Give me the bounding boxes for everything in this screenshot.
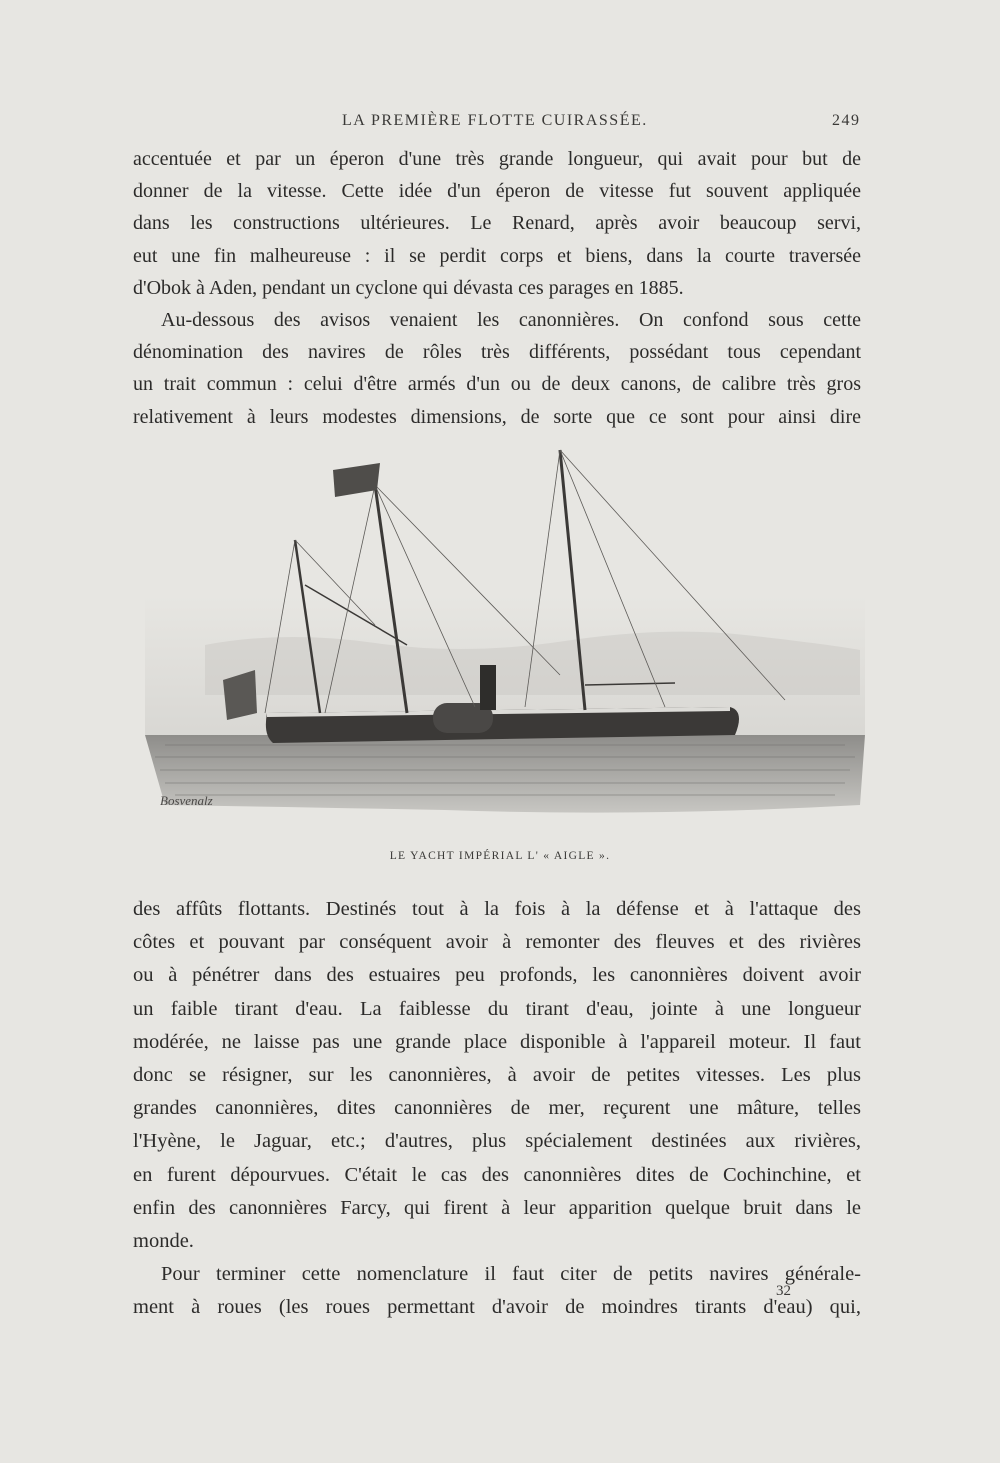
ship-illustration (145, 445, 865, 835)
text-line: enfin des canonnières Farcy, qui firent à leur apparition quelque bruit dans le (133, 1196, 861, 1219)
page-number: 249 (832, 112, 861, 129)
lower-paragraphs (133, 893, 861, 1324)
text-line: dénomination des navires de rôles très différents, possédant tous cependant (133, 341, 861, 364)
text-line: donc se résigner, sur les canonnières, à avoir de petites vitesses. Les plus (133, 1063, 861, 1086)
text-line: Au-dessous des avisos venaient les canonnières. On confond sous cette (161, 308, 861, 331)
signature-mark: 32 (776, 1283, 791, 1299)
text-line: ou à pénétrer dans des estuaires peu profonds, les canonnières doivent avoir (133, 964, 861, 987)
figure-caption: LE YACHT IMPÉRIAL L' « AIGLE ». (389, 850, 611, 862)
text-line: en furent dépourvues. C'était le cas des canonnières dites de Cochinchine, et (133, 1163, 861, 1186)
text-line: côtes et pouvant par conséquent avoir à remonter des fleuves et des rivières (133, 931, 861, 954)
text-line: des affûts flottants. Destinés tout à la fois à la défense et à l'attaque des (133, 898, 861, 920)
text-line: un trait commun : celui d'être armés d'un ou de deux canons, de calibre très gros (133, 373, 861, 396)
text-line: donner de la vitesse. Cette idée d'un éperon de vitesse fut souvent appliquée (133, 180, 861, 203)
running-title: LA PREMIÈRE FLOTTE CUIRASSÉE. (342, 112, 648, 129)
text-line: eut une fin malheureuse : il se perdit corps et biens, dans la courte traversée (133, 244, 861, 267)
text-line: dans les constructions ultérieures. Le Renard, après avoir beaucoup servi, (133, 212, 861, 235)
text-line: Pour terminer cette nomenclature il faut citer de petits navires générale- (161, 1263, 861, 1286)
text-line: un faible tirant d'eau. La faiblesse du tirant d'eau, jointe à une longueur (133, 997, 861, 1020)
text-line: l'Hyène, le Jaguar, etc.; d'autres, plus spécialement destinées aux rivières, (133, 1130, 861, 1153)
text-line: relativement à leurs modestes dimensions, de sorte que ce sont pour ainsi dire (133, 405, 861, 428)
text-line: modérée, ne laisse pas une grande place disponible à l'appareil moteur. Il faut (133, 1030, 861, 1053)
text-line: grandes canonnières, dites canonnières de mer, reçurent une mâture, telles (133, 1097, 861, 1120)
text-line: accentuée et par un éperon d'une très grande longueur, qui avait pour but de (133, 148, 861, 170)
text-line: ment à roues (les roues permettant d'avoir de moindres tirants d'eau) qui, (133, 1296, 861, 1319)
text-line: d'Obok à Aden, pendant un cyclone qui dévasta ces parages en 1885. (133, 276, 684, 299)
artist-signature: Bosvenalz (160, 793, 213, 808)
upper-paragraphs (133, 143, 861, 433)
text-line: monde. (133, 1229, 194, 1252)
